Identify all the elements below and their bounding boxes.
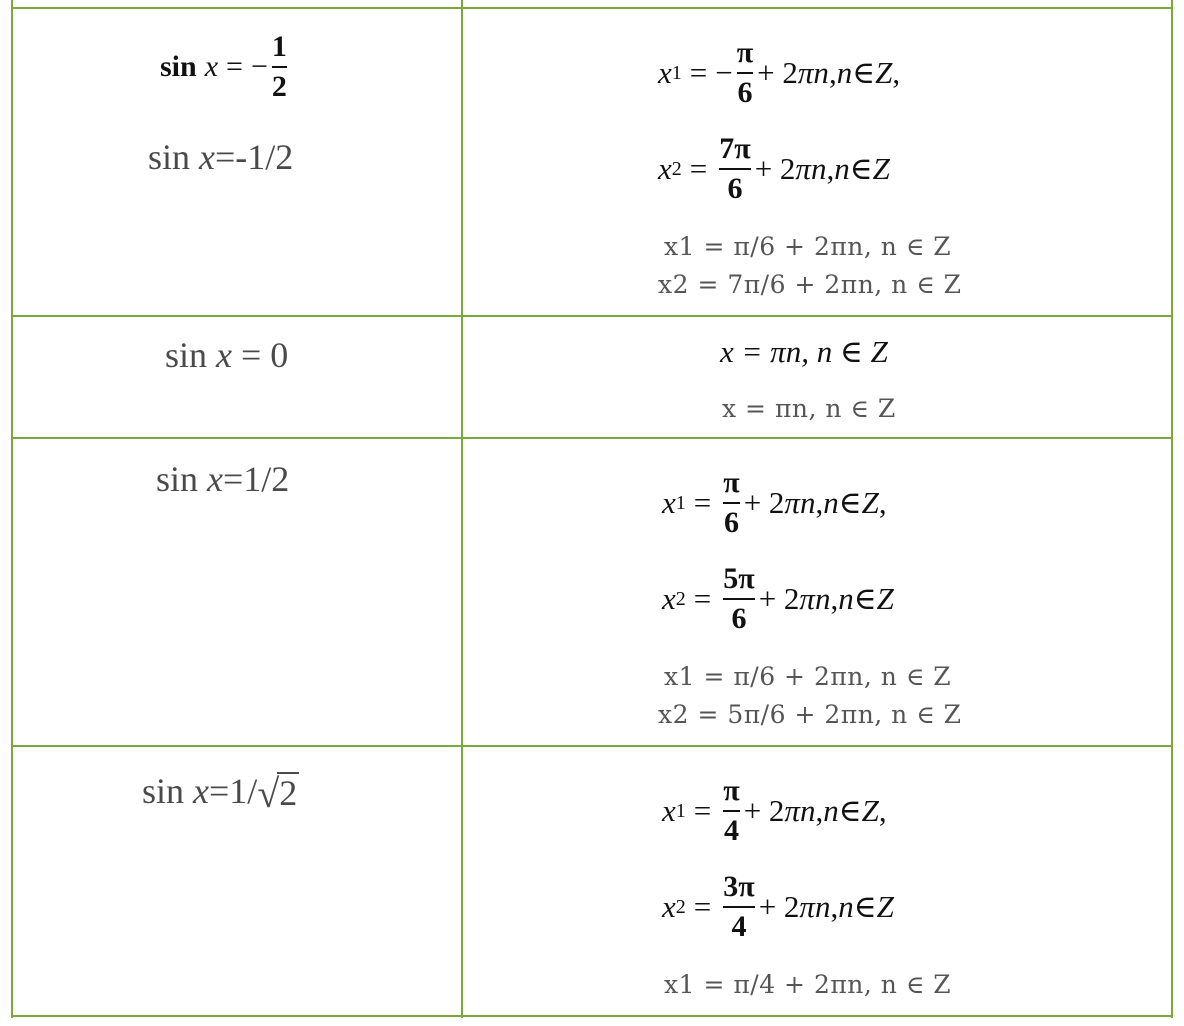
plus-term: + 2 (757, 55, 798, 90)
comma: , (815, 793, 824, 828)
denominator: 4 (731, 910, 747, 943)
equation-rest: =1/2 (223, 459, 290, 499)
fraction (723, 466, 739, 540)
fraction-bar (737, 72, 753, 74)
numerator: π (723, 774, 740, 807)
equals-sign: = (693, 485, 712, 520)
variable: x (207, 459, 223, 499)
column-divider (461, 0, 463, 1018)
row3-text-x2: x2 = 5π/6 + 2πn, n ∈ Z (658, 700, 962, 729)
n-var: n (834, 151, 850, 186)
integer-set: Z (876, 889, 894, 924)
fraction-bar (723, 598, 754, 600)
denominator: 6 (723, 506, 739, 539)
row2-left-text (165, 334, 288, 376)
equals-sign: = (226, 50, 243, 83)
element-of: ∈ (853, 581, 877, 616)
numerator: π (723, 466, 740, 499)
row-divider-2 (11, 437, 1173, 439)
sin-func: sin (165, 335, 208, 375)
integer-set: Z (876, 581, 894, 616)
row4-left-text (142, 770, 299, 816)
integer-set: Z (861, 793, 879, 828)
equation-rest: =1/ (209, 771, 258, 811)
equals-sign: = (693, 889, 712, 924)
variable: x (216, 335, 232, 375)
denominator: 4 (723, 814, 739, 847)
equals-sign: = (689, 151, 708, 186)
table-border-bottom (11, 1015, 1173, 1017)
integer-set: Z (875, 55, 893, 90)
trailing: , (892, 55, 901, 90)
sin-func: sin (156, 459, 199, 499)
pi-n: πn (784, 793, 816, 828)
variable: x (658, 151, 672, 186)
denominator: 6 (731, 602, 747, 635)
element-of: ∈ (838, 793, 862, 828)
pi-n: πn (799, 889, 831, 924)
fraction (719, 132, 750, 206)
numerator: 1 (271, 30, 287, 63)
equation-rest: = 0 (232, 335, 289, 375)
plus-term: + 2 (743, 485, 785, 520)
table-border-top (11, 7, 1173, 9)
plus-term: + 2 (758, 581, 800, 616)
n-var: n (823, 793, 839, 828)
plus-term: + 2 (758, 889, 800, 924)
numerator: 7π (719, 132, 751, 165)
row4-formula-x1 (662, 774, 887, 848)
denominator: 6 (727, 172, 743, 205)
denominator: 6 (737, 76, 753, 109)
table-border-right (1171, 0, 1173, 1018)
row4-formula-x2 (662, 870, 894, 944)
variable: x (193, 771, 209, 811)
n-var: n (838, 889, 854, 924)
subscript: 2 (675, 587, 686, 610)
solution-formula: x = πn, n ∈ Z (720, 334, 888, 369)
pi-n: πn (799, 581, 831, 616)
numerator: 5π (723, 562, 755, 595)
variable: x (662, 793, 676, 828)
trailing: , (878, 485, 887, 520)
radicand: 2 (279, 773, 298, 813)
equation-rest: =-1/2 (215, 137, 294, 177)
equals-sign: = (689, 55, 708, 90)
row1-text-x1: x1 = π/6 + 2πn, n ∈ Z (664, 232, 952, 261)
pi-n: πn (795, 151, 827, 186)
numerator: 3π (723, 870, 755, 903)
element-of: ∈ (838, 485, 862, 520)
row1-text-x2: x2 = 7π/6 + 2πn, n ∈ Z (658, 270, 962, 299)
row3-formula-x1 (662, 466, 887, 540)
integer-set: Z (861, 485, 879, 520)
variable: x (662, 485, 676, 520)
square-root (257, 771, 299, 816)
element-of: ∈ (853, 889, 877, 924)
comma: , (815, 485, 824, 520)
row1-formula-x2 (658, 132, 890, 206)
numerator: π (736, 36, 754, 69)
fraction (272, 30, 287, 104)
fraction-bar (723, 810, 739, 812)
variable: x (204, 50, 219, 83)
subscript: 2 (671, 157, 682, 180)
minus-sign: − (250, 50, 268, 83)
pi-n: πn (784, 485, 816, 520)
plus-term: + 2 (754, 151, 796, 186)
subscript: 1 (675, 491, 686, 514)
row-divider-3 (11, 745, 1173, 747)
row3-left-text (156, 458, 289, 500)
minus-sign: − (715, 55, 733, 90)
row2-formula (720, 334, 888, 370)
fraction-bar (723, 906, 754, 908)
row-divider-1 (11, 315, 1173, 317)
row1-formula-x1 (658, 36, 900, 110)
plus-term: + 2 (743, 793, 785, 828)
variable: x (662, 581, 676, 616)
fraction-bar (719, 168, 750, 170)
variable: x (662, 889, 676, 924)
integer-set: Z (872, 151, 890, 186)
fraction-bar (723, 502, 739, 504)
row2-text: x = πn, n ∈ Z (722, 394, 896, 423)
equals-sign: = (693, 581, 712, 616)
subscript: 2 (675, 895, 686, 918)
pi-n: πn (797, 55, 829, 90)
row3-formula-x2 (662, 562, 894, 636)
comma: , (830, 889, 839, 924)
n-var: n (838, 581, 854, 616)
sin-func: sin (142, 771, 185, 811)
subscript: 1 (671, 61, 682, 84)
fraction (737, 36, 753, 110)
row1-left-text (148, 136, 293, 178)
sin-func: sin (160, 50, 197, 83)
fraction-bar (272, 66, 287, 68)
element-of: ∈ (849, 151, 873, 186)
variable: x (199, 137, 215, 177)
element-of: ∈ (852, 55, 876, 90)
equals-sign: = (693, 793, 712, 828)
n-var: n (836, 55, 853, 90)
variable: x (658, 55, 672, 90)
fraction (723, 774, 739, 848)
sin-func: sin (148, 137, 191, 177)
radical-sign: √ (257, 771, 280, 816)
comma: , (828, 55, 837, 90)
row4-text-x1: x1 = π/4 + 2πn, n ∈ Z (664, 970, 952, 999)
fraction (723, 870, 754, 944)
comma: , (830, 581, 839, 616)
comma: , (826, 151, 835, 186)
row3-text-x1: x1 = π/6 + 2πn, n ∈ Z (664, 662, 952, 691)
subscript: 1 (675, 799, 686, 822)
denominator: 2 (271, 70, 287, 103)
row1-left-formula (160, 30, 291, 104)
table-border-left (11, 0, 13, 1018)
trailing: , (878, 793, 887, 828)
n-var: n (823, 485, 839, 520)
fraction (723, 562, 754, 636)
